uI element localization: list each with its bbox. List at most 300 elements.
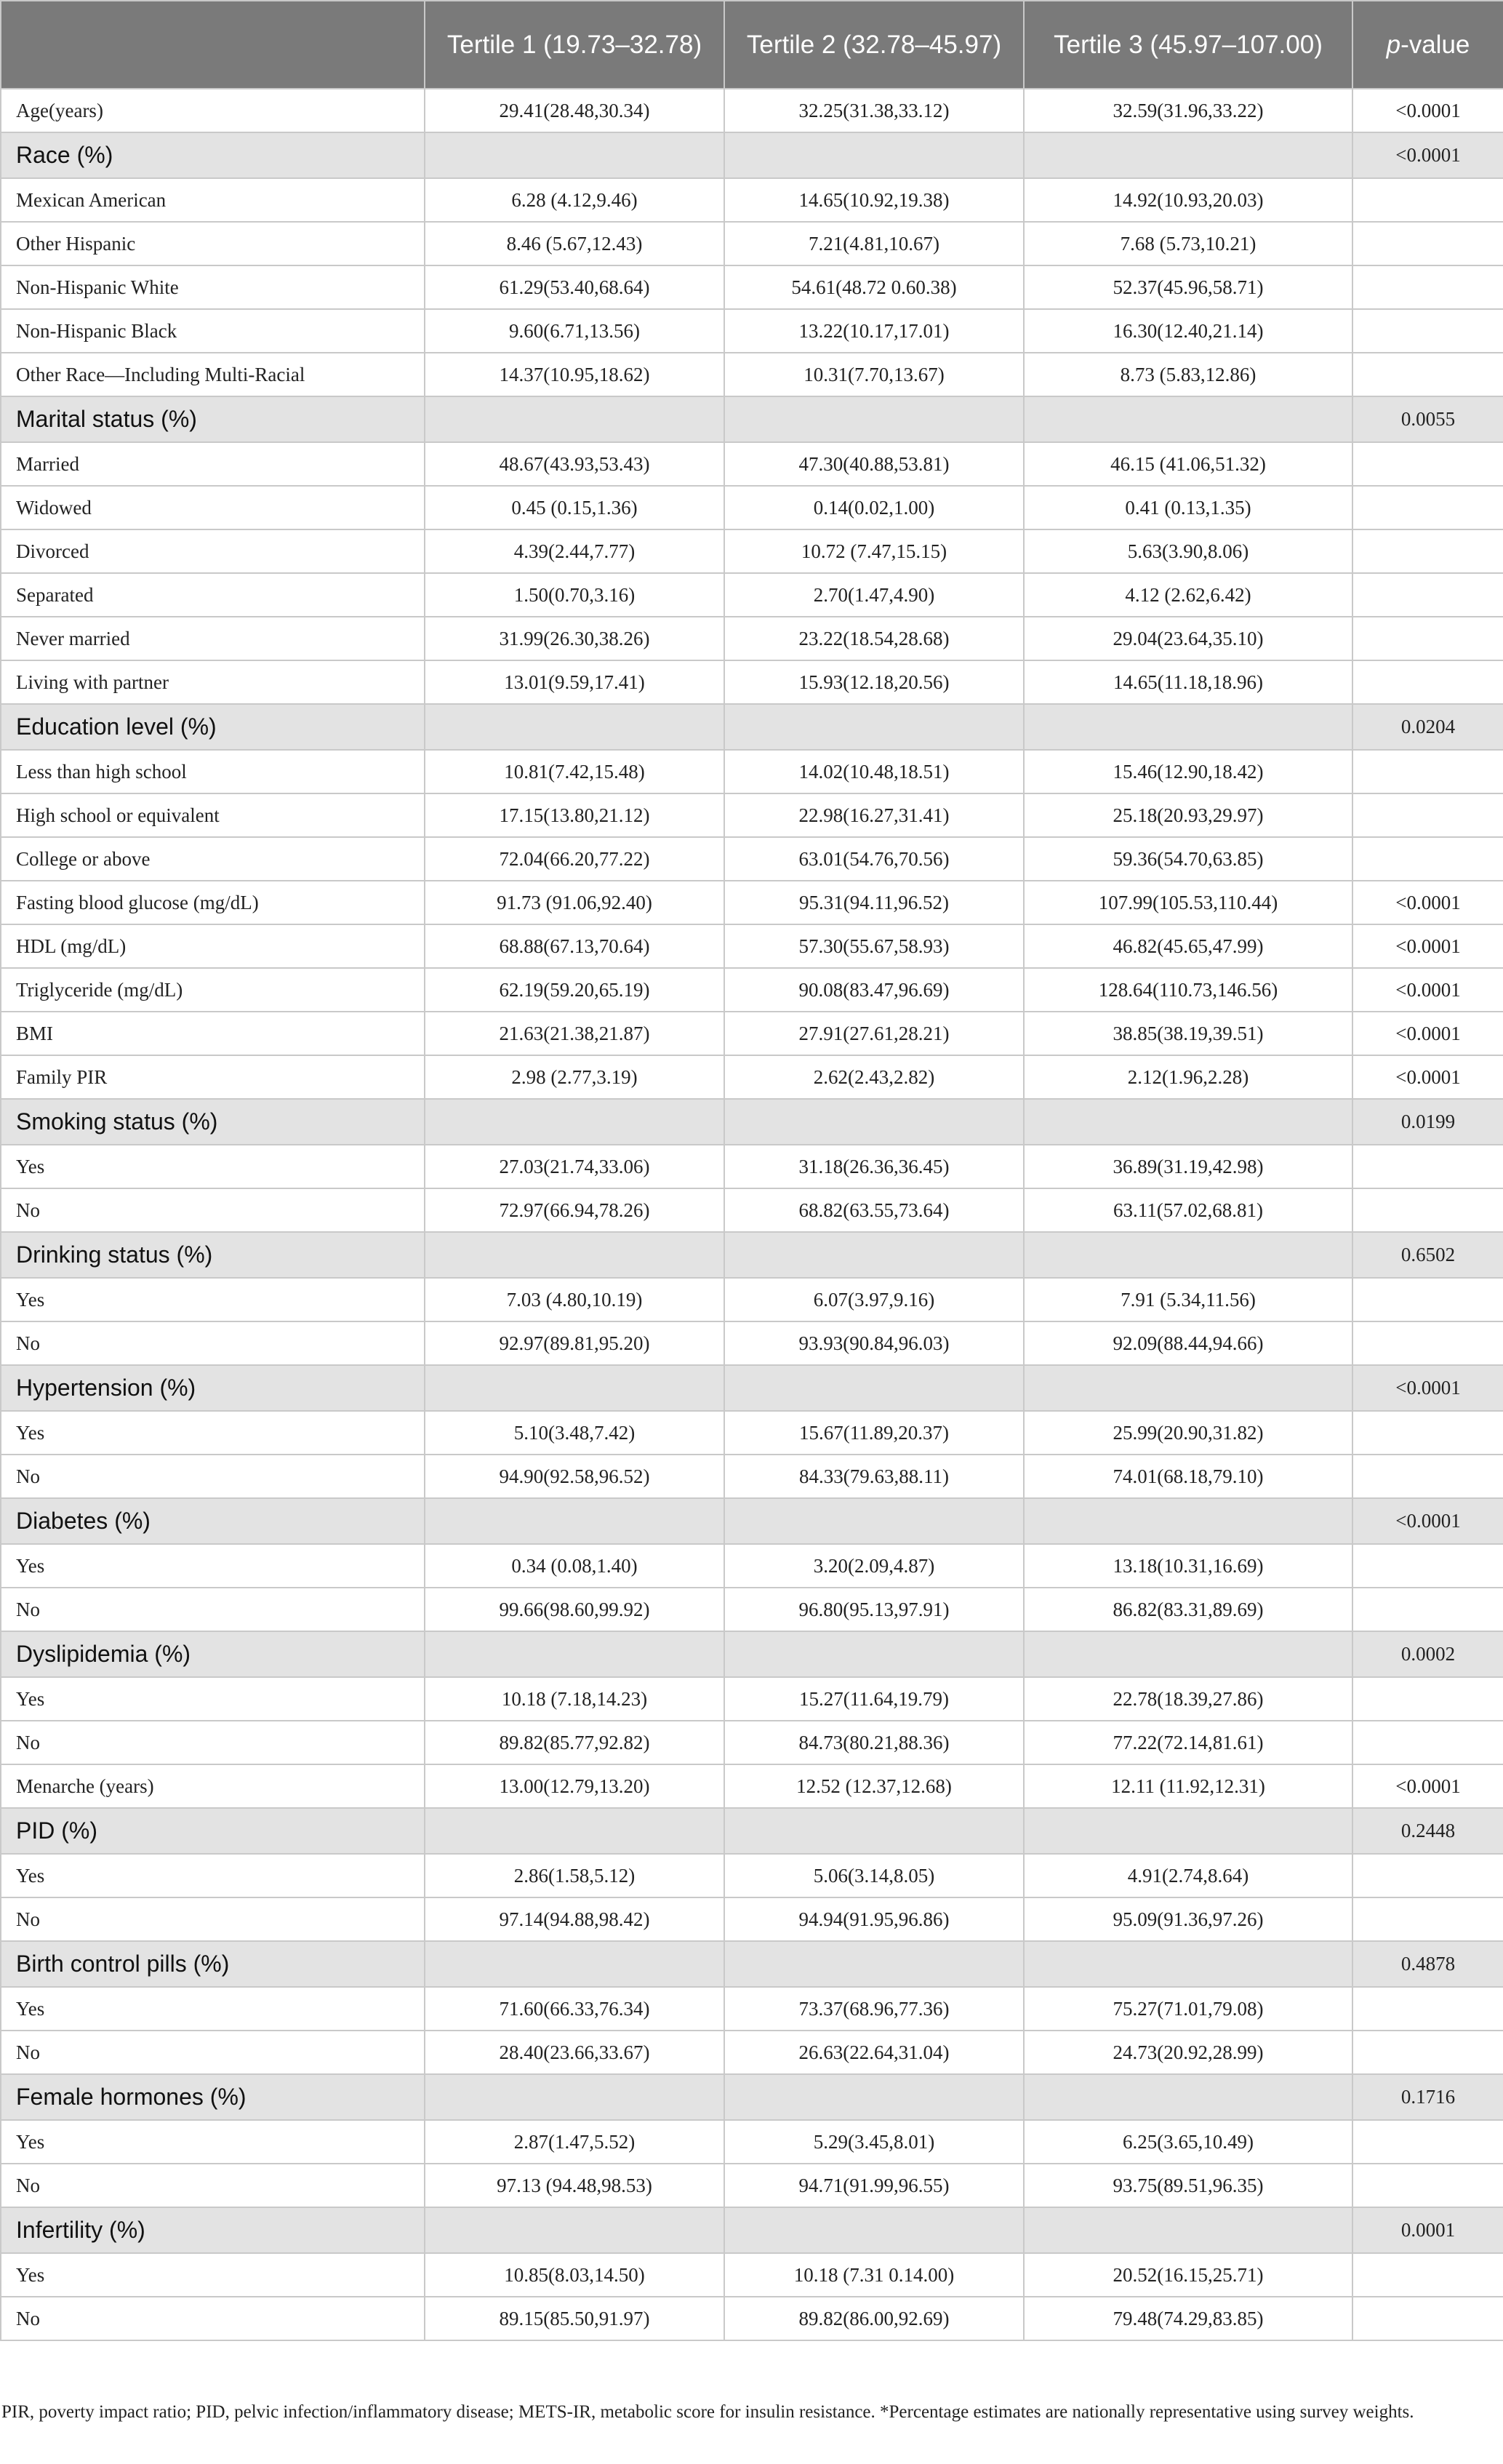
tertile-3-value: 46.82(45.65,47.99) — [1024, 924, 1352, 968]
tertile-3-value: 2.12(1.96,2.28) — [1024, 1055, 1352, 1099]
tertile-3-value: 79.48(74.29,83.85) — [1024, 2297, 1352, 2340]
tertile-2-value: 68.82(63.55,73.64) — [724, 1188, 1024, 1232]
tertile-3-value: 4.12 (2.62,6.42) — [1024, 573, 1352, 617]
tertile-3-value — [1024, 1941, 1352, 1987]
tertile-1-value: 29.41(28.48,30.34) — [425, 89, 724, 132]
table-row — [1, 1055, 1503, 1099]
tertile-1-value: 10.81(7.42,15.48) — [425, 750, 724, 793]
section-header-row — [1, 1941, 1503, 1987]
tertile-2-value: 2.62(2.43,2.82) — [724, 1055, 1024, 1099]
p-value — [1352, 1588, 1503, 1631]
tertile-1-value: 2.87(1.47,5.52) — [425, 2120, 724, 2164]
section-header-row — [1, 1498, 1503, 1544]
tertile-2-value: 84.33(79.63,88.11) — [724, 1455, 1024, 1498]
tertile-3-value: 36.89(31.19,42.98) — [1024, 1145, 1352, 1188]
tertile-3-value: 25.18(20.93,29.97) — [1024, 793, 1352, 837]
tertile-1-value — [425, 704, 724, 750]
header-tertile-1: Tertile 1 (19.73–32.78) — [425, 1, 724, 89]
table-row — [1, 222, 1503, 265]
tertile-3-value: 52.37(45.96,58.71) — [1024, 265, 1352, 309]
table-row — [1, 1012, 1503, 1055]
tertile-1-value: 28.40(23.66,33.67) — [425, 2031, 724, 2074]
row-label: Drinking status (%) — [1, 1232, 425, 1278]
tertile-3-value: 93.75(89.51,96.35) — [1024, 2164, 1352, 2207]
tertile-1-value: 2.98 (2.77,3.19) — [425, 1055, 724, 1099]
tertile-3-value: 8.73 (5.83,12.86) — [1024, 353, 1352, 396]
table-row — [1, 529, 1503, 573]
p-value: <0.0001 — [1352, 881, 1503, 924]
p-value — [1352, 1544, 1503, 1588]
p-value — [1352, 2164, 1503, 2207]
tertile-3-value — [1024, 2207, 1352, 2253]
tertile-3-value: 15.46(12.90,18.42) — [1024, 750, 1352, 793]
table-row — [1, 353, 1503, 396]
tertile-2-value — [724, 2207, 1024, 2253]
tertile-3-value: 14.65(11.18,18.96) — [1024, 660, 1352, 704]
tertile-3-value: 4.91(2.74,8.64) — [1024, 1854, 1352, 1897]
row-label: Yes — [1, 2253, 425, 2297]
p-value — [1352, 529, 1503, 573]
tertile-1-value: 0.34 (0.08,1.40) — [425, 1544, 724, 1588]
tertile-2-value: 22.98(16.27,31.41) — [724, 793, 1024, 837]
tertile-2-value: 57.30(55.67,58.93) — [724, 924, 1024, 968]
tertile-3-value — [1024, 396, 1352, 442]
row-label: No — [1, 2031, 425, 2074]
tertile-1-value — [425, 1099, 724, 1145]
table-body — [1, 89, 1503, 2340]
tertile-3-value: 5.63(3.90,8.06) — [1024, 529, 1352, 573]
tertile-2-value: 27.91(27.61,28.21) — [724, 1012, 1024, 1055]
p-value — [1352, 617, 1503, 660]
table-row — [1, 1987, 1503, 2031]
section-header-row — [1, 2074, 1503, 2120]
section-header-row — [1, 2207, 1503, 2253]
section-header-row — [1, 1365, 1503, 1411]
p-value — [1352, 1411, 1503, 1455]
tertile-2-value — [724, 1808, 1024, 1854]
tertile-1-value: 21.63(21.38,21.87) — [425, 1012, 724, 1055]
row-label: No — [1, 2297, 425, 2340]
row-label: No — [1, 1321, 425, 1365]
tertile-1-value: 10.18 (7.18,14.23) — [425, 1677, 724, 1721]
tertile-2-value: 47.30(40.88,53.81) — [724, 442, 1024, 486]
tertile-2-value — [724, 1232, 1024, 1278]
table-row — [1, 89, 1503, 132]
table-row — [1, 793, 1503, 837]
table-row — [1, 660, 1503, 704]
p-value: 0.0055 — [1352, 396, 1503, 442]
table-row — [1, 1145, 1503, 1188]
tertile-1-value: 5.10(3.48,7.42) — [425, 1411, 724, 1455]
table-row — [1, 1721, 1503, 1764]
tertile-2-value: 10.31(7.70,13.67) — [724, 353, 1024, 396]
p-value — [1352, 1987, 1503, 2031]
tertile-2-value: 95.31(94.11,96.52) — [724, 881, 1024, 924]
tertile-1-value: 14.37(10.95,18.62) — [425, 353, 724, 396]
tertile-3-value — [1024, 1808, 1352, 1854]
tertile-1-value: 31.99(26.30,38.26) — [425, 617, 724, 660]
tertile-2-value: 96.80(95.13,97.91) — [724, 1588, 1024, 1631]
tertile-2-value: 15.27(11.64,19.79) — [724, 1677, 1024, 1721]
tertile-1-value: 6.28 (4.12,9.46) — [425, 178, 724, 222]
tertile-2-value: 0.14(0.02,1.00) — [724, 486, 1024, 529]
tertile-1-value: 68.88(67.13,70.64) — [425, 924, 724, 968]
row-label: Yes — [1, 1278, 425, 1321]
tertile-3-value: 38.85(38.19,39.51) — [1024, 1012, 1352, 1055]
row-label: Other Race—Including Multi-Racial — [1, 353, 425, 396]
p-value — [1352, 1721, 1503, 1764]
p-value — [1352, 1145, 1503, 1188]
tertile-1-value: 17.15(13.80,21.12) — [425, 793, 724, 837]
p-value — [1352, 222, 1503, 265]
row-label: Yes — [1, 2120, 425, 2164]
row-label: Yes — [1, 1411, 425, 1455]
tertile-3-value — [1024, 704, 1352, 750]
row-label: Infertility (%) — [1, 2207, 425, 2253]
tertile-1-value: 0.45 (0.15,1.36) — [425, 486, 724, 529]
table-row — [1, 2031, 1503, 2074]
table-row — [1, 1854, 1503, 1897]
row-label: Diabetes (%) — [1, 1498, 425, 1544]
table-row — [1, 1764, 1503, 1808]
table-row — [1, 1188, 1503, 1232]
tertile-2-value: 90.08(83.47,96.69) — [724, 968, 1024, 1012]
tertile-1-value: 62.19(59.20,65.19) — [425, 968, 724, 1012]
tertile-2-value — [724, 1941, 1024, 1987]
tertile-1-value — [425, 1941, 724, 1987]
table-row — [1, 1588, 1503, 1631]
table-row — [1, 1321, 1503, 1365]
p-value — [1352, 660, 1503, 704]
tertile-2-value — [724, 704, 1024, 750]
tertile-1-value: 9.60(6.71,13.56) — [425, 309, 724, 353]
row-label: No — [1, 1188, 425, 1232]
tertile-3-value: 7.68 (5.73,10.21) — [1024, 222, 1352, 265]
section-header-row — [1, 1808, 1503, 1854]
tertile-1-value — [425, 396, 724, 442]
header-tertile-3: Tertile 3 (45.97–107.00) — [1024, 1, 1352, 89]
row-label: PID (%) — [1, 1808, 425, 1854]
header-p-suffix: -value — [1400, 30, 1470, 59]
row-label: Yes — [1, 1145, 425, 1188]
p-value — [1352, 1897, 1503, 1941]
table-header — [1, 1, 1503, 89]
tertile-1-value: 7.03 (4.80,10.19) — [425, 1278, 724, 1321]
tertile-2-value: 6.07(3.97,9.16) — [724, 1278, 1024, 1321]
section-header-row — [1, 1631, 1503, 1677]
tertile-3-value: 46.15 (41.06,51.32) — [1024, 442, 1352, 486]
row-label: Triglyceride (mg/dL) — [1, 968, 425, 1012]
row-label: No — [1, 1897, 425, 1941]
p-value — [1352, 1278, 1503, 1321]
table-row — [1, 265, 1503, 309]
section-header-row — [1, 1099, 1503, 1145]
p-value: <0.0001 — [1352, 89, 1503, 132]
p-value: 0.2448 — [1352, 1808, 1503, 1854]
row-label: Hypertension (%) — [1, 1365, 425, 1411]
row-label: Birth control pills (%) — [1, 1941, 425, 1987]
tertile-3-value — [1024, 2074, 1352, 2120]
row-label: Female hormones (%) — [1, 2074, 425, 2120]
tertile-3-value: 16.30(12.40,21.14) — [1024, 309, 1352, 353]
row-label: Non-Hispanic White — [1, 265, 425, 309]
p-value: <0.0001 — [1352, 1365, 1503, 1411]
tertile-2-value: 5.06(3.14,8.05) — [724, 1854, 1024, 1897]
table-row — [1, 750, 1503, 793]
row-label: Education level (%) — [1, 704, 425, 750]
row-label: Divorced — [1, 529, 425, 573]
tertile-1-value — [425, 2207, 724, 2253]
table-row — [1, 881, 1503, 924]
p-value — [1352, 837, 1503, 881]
tertile-1-value: 1.50(0.70,3.16) — [425, 573, 724, 617]
table-row — [1, 837, 1503, 881]
tertile-2-value — [724, 1631, 1024, 1677]
tertile-2-value — [724, 132, 1024, 178]
tertile-1-value: 61.29(53.40,68.64) — [425, 265, 724, 309]
tertile-1-value — [425, 1365, 724, 1411]
p-value: 0.0001 — [1352, 2207, 1503, 2253]
p-value — [1352, 793, 1503, 837]
tertile-1-value: 27.03(21.74,33.06) — [425, 1145, 724, 1188]
tertile-2-value: 63.01(54.76,70.56) — [724, 837, 1024, 881]
tertile-2-value: 10.72 (7.47,15.15) — [724, 529, 1024, 573]
header-row — [1, 1, 1503, 89]
p-value — [1352, 442, 1503, 486]
row-label: Age(years) — [1, 89, 425, 132]
tertile-3-value: 22.78(18.39,27.86) — [1024, 1677, 1352, 1721]
row-label: Dyslipidemia (%) — [1, 1631, 425, 1677]
section-header-row — [1, 132, 1503, 178]
p-value — [1352, 265, 1503, 309]
row-label: Yes — [1, 1544, 425, 1588]
row-label: College or above — [1, 837, 425, 881]
tertile-1-value: 92.97(89.81,95.20) — [425, 1321, 724, 1365]
p-value: <0.0001 — [1352, 132, 1503, 178]
p-value: 0.0002 — [1352, 1631, 1503, 1677]
tertile-2-value: 15.93(12.18,20.56) — [724, 660, 1024, 704]
table-row — [1, 486, 1503, 529]
tertile-3-value: 29.04(23.64,35.10) — [1024, 617, 1352, 660]
tertile-3-value: 63.11(57.02,68.81) — [1024, 1188, 1352, 1232]
row-label: No — [1, 1721, 425, 1764]
p-value — [1352, 353, 1503, 396]
row-label: High school or equivalent — [1, 793, 425, 837]
tertile-2-value: 2.70(1.47,4.90) — [724, 573, 1024, 617]
tertile-3-value: 74.01(68.18,79.10) — [1024, 1455, 1352, 1498]
tertile-2-value: 93.93(90.84,96.03) — [724, 1321, 1024, 1365]
table-row — [1, 2297, 1503, 2340]
row-label: Smoking status (%) — [1, 1099, 425, 1145]
tertile-2-value: 5.29(3.45,8.01) — [724, 2120, 1024, 2164]
tertile-3-value: 0.41 (0.13,1.35) — [1024, 486, 1352, 529]
p-value: <0.0001 — [1352, 1498, 1503, 1544]
row-label: Family PIR — [1, 1055, 425, 1099]
tertile-1-value: 91.73 (91.06,92.40) — [425, 881, 724, 924]
tertile-1-value: 97.14(94.88,98.42) — [425, 1897, 724, 1941]
p-value: <0.0001 — [1352, 1764, 1503, 1808]
row-label: Non-Hispanic Black — [1, 309, 425, 353]
tertile-2-value: 89.82(86.00,92.69) — [724, 2297, 1024, 2340]
row-label: No — [1, 2164, 425, 2207]
row-label: No — [1, 1588, 425, 1631]
p-value — [1352, 486, 1503, 529]
p-value — [1352, 573, 1503, 617]
p-value — [1352, 1854, 1503, 1897]
tertile-2-value — [724, 1099, 1024, 1145]
tertile-1-value: 2.86(1.58,5.12) — [425, 1854, 724, 1897]
tertile-3-value: 6.25(3.65,10.49) — [1024, 2120, 1352, 2164]
row-label: Mexican American — [1, 178, 425, 222]
tertile-2-value: 94.94(91.95,96.86) — [724, 1897, 1024, 1941]
tertile-2-value — [724, 396, 1024, 442]
tertile-1-value: 48.67(43.93,53.43) — [425, 442, 724, 486]
tertile-2-value: 54.61(48.72 0.60.38) — [724, 265, 1024, 309]
row-label: BMI — [1, 1012, 425, 1055]
p-value — [1352, 1188, 1503, 1232]
table-row — [1, 442, 1503, 486]
p-value: 0.0204 — [1352, 704, 1503, 750]
p-value: 0.4878 — [1352, 1941, 1503, 1987]
table-row — [1, 178, 1503, 222]
tertile-1-value: 8.46 (5.67,12.43) — [425, 222, 724, 265]
section-header-row — [1, 1232, 1503, 1278]
tertile-1-value: 4.39(2.44,7.77) — [425, 529, 724, 573]
tertile-1-value — [425, 1232, 724, 1278]
row-label: Widowed — [1, 486, 425, 529]
row-label: Married — [1, 442, 425, 486]
p-value: 0.6502 — [1352, 1232, 1503, 1278]
table-row — [1, 1455, 1503, 1498]
tertile-2-value: 3.20(2.09,4.87) — [724, 1544, 1024, 1588]
tertile-2-value: 31.18(26.36,36.45) — [724, 1145, 1024, 1188]
row-label: Yes — [1, 1854, 425, 1897]
tertile-2-value: 14.02(10.48,18.51) — [724, 750, 1024, 793]
tertile-2-value: 32.25(31.38,33.12) — [724, 89, 1024, 132]
table-row — [1, 1677, 1503, 1721]
tertile-3-value — [1024, 1099, 1352, 1145]
tertile-2-value: 73.37(68.96,77.36) — [724, 1987, 1024, 2031]
row-label: Yes — [1, 1987, 425, 2031]
tertile-3-value: 7.91 (5.34,11.56) — [1024, 1278, 1352, 1321]
tertile-1-value: 71.60(66.33,76.34) — [425, 1987, 724, 2031]
row-label: Other Hispanic — [1, 222, 425, 265]
table-footnote: PIR, poverty impact ratio; PID, pelvic infection/inflammatory disease; METS-IR, metabolic score for insulin resistance. *Percentage estimates are nationally representative using survey weights. — [1, 2402, 1414, 2422]
tertile-3-value: 14.92(10.93,20.03) — [1024, 178, 1352, 222]
tertile-3-value: 24.73(20.92,28.99) — [1024, 2031, 1352, 2074]
tertile-1-value: 10.85(8.03,14.50) — [425, 2253, 724, 2297]
p-value: 0.0199 — [1352, 1099, 1503, 1145]
row-label: Never married — [1, 617, 425, 660]
tertile-3-value: 128.64(110.73,146.56) — [1024, 968, 1352, 1012]
tertile-1-value: 72.97(66.94,78.26) — [425, 1188, 724, 1232]
table-row — [1, 573, 1503, 617]
tertile-1-value: 89.82(85.77,92.82) — [425, 1721, 724, 1764]
p-value — [1352, 1455, 1503, 1498]
row-label: Marital status (%) — [1, 396, 425, 442]
tertile-1-value — [425, 1808, 724, 1854]
section-header-row — [1, 396, 1503, 442]
tertile-1-value: 13.00(12.79,13.20) — [425, 1764, 724, 1808]
table-row — [1, 968, 1503, 1012]
row-label: Separated — [1, 573, 425, 617]
tertile-3-value: 107.99(105.53,110.44) — [1024, 881, 1352, 924]
tertile-3-value: 59.36(54.70,63.85) — [1024, 837, 1352, 881]
tertile-3-value: 95.09(91.36,97.26) — [1024, 1897, 1352, 1941]
p-value — [1352, 2297, 1503, 2340]
tertile-2-value — [724, 1498, 1024, 1544]
header-tertile-2: Tertile 2 (32.78–45.97) — [724, 1, 1024, 89]
p-value — [1352, 1321, 1503, 1365]
tertile-1-value: 97.13 (94.48,98.53) — [425, 2164, 724, 2207]
p-value — [1352, 309, 1503, 353]
table-row — [1, 1897, 1503, 1941]
table-row — [1, 924, 1503, 968]
tertile-3-value: 86.82(83.31,89.69) — [1024, 1588, 1352, 1631]
table-row — [1, 1411, 1503, 1455]
p-value: <0.0001 — [1352, 1012, 1503, 1055]
p-value: 0.1716 — [1352, 2074, 1503, 2120]
tertile-3-value — [1024, 1232, 1352, 1278]
p-value: <0.0001 — [1352, 924, 1503, 968]
tertile-3-value: 92.09(88.44,94.66) — [1024, 1321, 1352, 1365]
tertile-2-value: 15.67(11.89,20.37) — [724, 1411, 1024, 1455]
row-label: HDL (mg/dL) — [1, 924, 425, 968]
row-label: Living with partner — [1, 660, 425, 704]
row-label: Menarche (years) — [1, 1764, 425, 1808]
p-value — [1352, 178, 1503, 222]
tertile-3-value: 13.18(10.31,16.69) — [1024, 1544, 1352, 1588]
tertile-2-value: 26.63(22.64,31.04) — [724, 2031, 1024, 2074]
table-row — [1, 309, 1503, 353]
table-row — [1, 617, 1503, 660]
tertile-3-value: 32.59(31.96,33.22) — [1024, 89, 1352, 132]
table-row — [1, 1544, 1503, 1588]
tertile-1-value: 72.04(66.20,77.22) — [425, 837, 724, 881]
p-value — [1352, 750, 1503, 793]
header-p-letter: p — [1386, 30, 1401, 59]
tertile-1-value — [425, 1631, 724, 1677]
tertile-2-value: 7.21(4.81,10.67) — [724, 222, 1024, 265]
header-p-value — [1352, 1, 1503, 89]
header-variable — [1, 1, 425, 89]
tertile-1-value: 99.66(98.60,99.92) — [425, 1588, 724, 1631]
tertile-2-value: 12.52 (12.37,12.68) — [724, 1764, 1024, 1808]
tertile-2-value — [724, 1365, 1024, 1411]
tertile-2-value: 94.71(91.99,96.55) — [724, 2164, 1024, 2207]
p-value: <0.0001 — [1352, 968, 1503, 1012]
tertile-3-value: 12.11 (11.92,12.31) — [1024, 1764, 1352, 1808]
tertile-3-value: 75.27(71.01,79.08) — [1024, 1987, 1352, 2031]
tertile-1-value — [425, 132, 724, 178]
row-label: Fasting blood glucose (mg/dL) — [1, 881, 425, 924]
tertile-2-value: 13.22(10.17,17.01) — [724, 309, 1024, 353]
tertile-2-value: 84.73(80.21,88.36) — [724, 1721, 1024, 1764]
tertile-2-value: 23.22(18.54,28.68) — [724, 617, 1024, 660]
table-row — [1, 2164, 1503, 2207]
table-row — [1, 1278, 1503, 1321]
p-value — [1352, 1677, 1503, 1721]
table-row — [1, 2253, 1503, 2297]
section-header-row — [1, 704, 1503, 750]
tertile-2-value: 10.18 (7.31 0.14.00) — [724, 2253, 1024, 2297]
row-label: Race (%) — [1, 132, 425, 178]
p-value — [1352, 2031, 1503, 2074]
p-value — [1352, 2253, 1503, 2297]
tertile-2-value: 14.65(10.92,19.38) — [724, 178, 1024, 222]
tertile-1-value — [425, 2074, 724, 2120]
tertile-1-value — [425, 1498, 724, 1544]
